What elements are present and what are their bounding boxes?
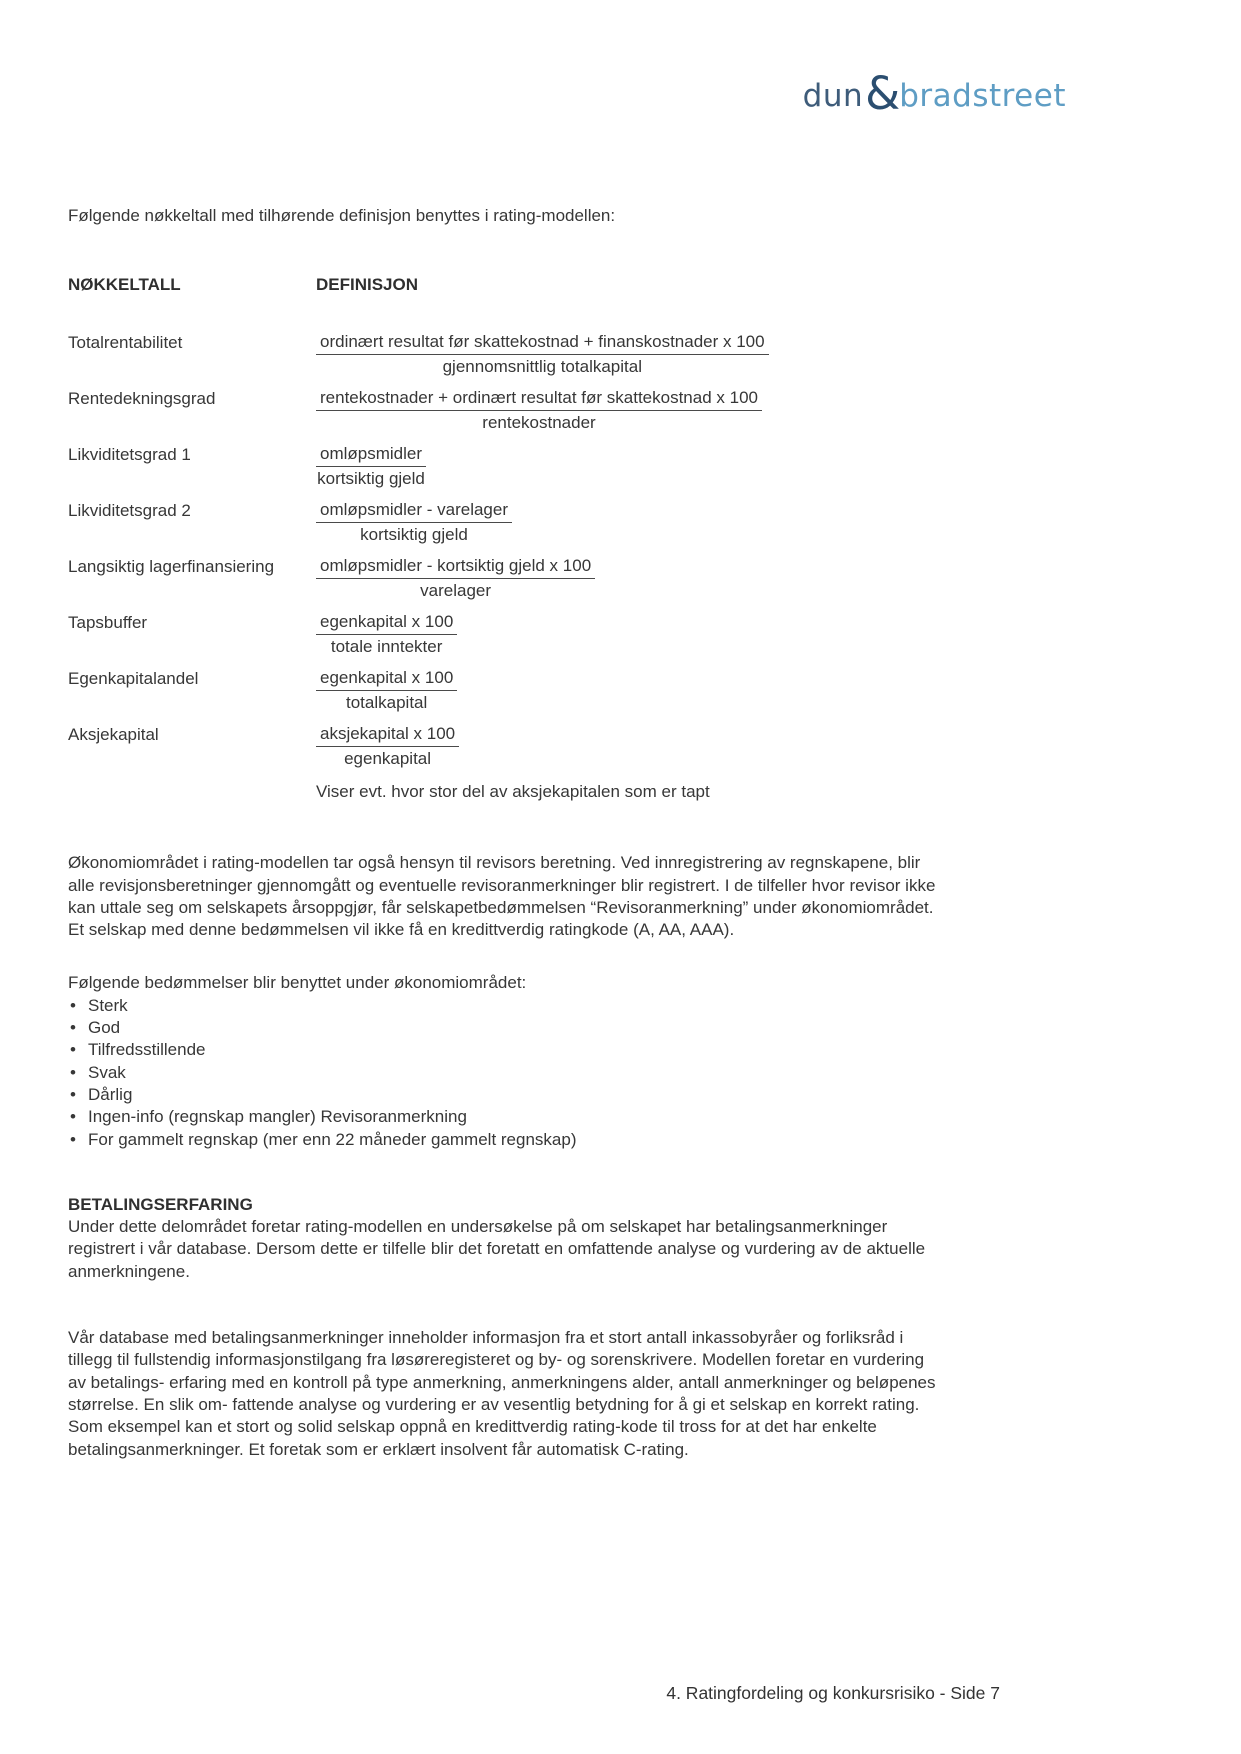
fraction xyxy=(316,555,595,601)
fraction-denominator: egenkapital xyxy=(344,749,432,769)
logo-ampersand-icon: & xyxy=(865,67,901,120)
list-item: • Sterk xyxy=(68,995,946,1017)
key-figure-label: Totalrentabilitet xyxy=(68,333,183,353)
fraction xyxy=(316,667,457,713)
definition-cell xyxy=(316,443,946,489)
footer-text: 4. Ratingfordeling og konkursrisiko - Side 7 xyxy=(666,1683,1000,1703)
fraction-numerator: rentekostnader + ordinært resultat før skattekostnad x 100 xyxy=(316,387,762,411)
fraction xyxy=(316,723,459,769)
fraction-denominator: varelager xyxy=(420,581,492,601)
document-body xyxy=(68,205,946,1461)
key-figure-label: Likviditetsgrad 2 xyxy=(68,501,191,521)
key-figure-label: Aksjekapital xyxy=(68,725,159,745)
fraction xyxy=(316,499,512,545)
table-row xyxy=(68,611,946,657)
fraction-numerator: omløpsmidler xyxy=(316,443,426,467)
page-footer xyxy=(68,1683,1000,1704)
logo-text-dun: dun xyxy=(802,78,864,114)
fraction xyxy=(316,611,457,657)
fraction-denominator: rentekostnader xyxy=(482,413,596,433)
list-item: • Dårlig xyxy=(68,1084,946,1106)
definition-cell xyxy=(316,611,946,657)
assessment-list-intro: Følgende bedømmelser blir benyttet under økonomiområdet: xyxy=(68,973,527,993)
fraction-denominator: kortsiktig gjeld xyxy=(360,525,468,545)
fraction-numerator: egenkapital x 100 xyxy=(316,611,457,635)
definition-cell xyxy=(316,331,946,377)
column-header-nokkeltall: NØKKELTALL xyxy=(68,275,181,295)
definition-cell xyxy=(316,723,946,769)
dun-bradstreet-logo xyxy=(802,67,1066,120)
list-item: • Ingen-info (regnskap mangler) Revisoranmerkning xyxy=(68,1106,946,1128)
payment-paragraph-2: Vår database med betalingsanmerkninger inneholder informasjon fra et stort antall inkassobyråer og forliksråd i tillegg til fullstendig informasjonstilgang fra løsøreregisteret og by- og sorenskrivere. Modellen foretar en vurdering av betalings- erfaring med en kontroll på type anmerkning, anmerkningens alder, antall anmerkninger og beløpenes størrelse. En slik om- fattende analyse og vurdering er av vesentlig betydning for å gi et selskap en korrekt rating. Som eksempel kan et stort og solid selskap oppnå en kredittverdig rating-kode til tross for at det har enkelte betalingsanmerkninger. Et foretak som er erklært insolvent får automatisk C-rating. xyxy=(68,1328,936,1459)
fraction xyxy=(316,331,769,377)
fraction-denominator: totalkapital xyxy=(346,693,428,713)
table-row xyxy=(68,499,946,545)
fraction-numerator: aksjekapital x 100 xyxy=(316,723,459,747)
list-item: • God xyxy=(68,1017,946,1039)
section-heading-betalingserfaring: BETALINGSERFARING xyxy=(68,1194,253,1214)
definition-cell xyxy=(316,499,946,545)
table-note-row xyxy=(68,781,946,802)
fraction xyxy=(316,443,426,489)
fraction-denominator: gjennomsnittlig totalkapital xyxy=(442,357,642,377)
list-item: • Svak xyxy=(68,1062,946,1084)
table-row xyxy=(68,387,946,433)
table-row xyxy=(68,555,946,601)
definition-cell xyxy=(316,387,946,433)
logo-text-bradstreet: bradstreet xyxy=(899,78,1066,114)
intro-text: Følgende nøkkeltall med tilhørende definisjon benyttes i rating-modellen: xyxy=(68,206,616,225)
fraction-numerator: omløpsmidler - kortsiktig gjeld x 100 xyxy=(316,555,595,579)
table-row xyxy=(68,443,946,489)
fraction-numerator: ordinært resultat før skattekostnad + finanskostnader x 100 xyxy=(316,331,769,355)
key-figure-label: Egenkapitalandel xyxy=(68,669,199,689)
key-figure-label: Likviditetsgrad 1 xyxy=(68,445,191,465)
aksjekapital-note: Viser evt. hvor stor del av aksjekapitalen som er tapt xyxy=(316,782,710,802)
table-row xyxy=(68,331,946,377)
definition-cell xyxy=(316,667,946,713)
key-figures-table xyxy=(68,275,946,802)
fraction-denominator: kortsiktig gjeld xyxy=(317,469,425,489)
key-figure-label: Langsiktig lagerfinansiering xyxy=(68,557,275,577)
key-figure-label: Rentedekningsgrad xyxy=(68,389,216,409)
column-header-definisjon: DEFINISJON xyxy=(316,275,419,295)
fraction-denominator: totale inntekter xyxy=(330,637,443,657)
fraction-numerator: omløpsmidler - varelager xyxy=(316,499,512,523)
table-header-row xyxy=(68,275,946,295)
list-item: • For gammelt regnskap (mer enn 22 måneder gammelt regnskap) xyxy=(68,1129,946,1151)
table-row xyxy=(68,667,946,713)
table-row xyxy=(68,723,946,769)
assessment-list xyxy=(68,995,946,1151)
fraction xyxy=(316,387,762,433)
key-figure-label: Tapsbuffer xyxy=(68,613,148,633)
fraction-numerator: egenkapital x 100 xyxy=(316,667,457,691)
definition-cell xyxy=(316,555,946,601)
list-item: • Tilfredsstillende xyxy=(68,1039,946,1061)
payment-paragraph-1: Under dette delområdet foretar rating-modellen en undersøkelse på om selskapet har betalingsanmerkninger registrert i vår database. Dersom dette er tilfelle blir det foretatt en omfattende analyse og vurdering av de aktuelle anmerkningene. xyxy=(68,1217,926,1281)
economy-paragraph: Økonomiområdet i rating-modellen tar også hensyn til revisors beretning. Ved innregistrering av regnskapene, blir alle revisjonsberetninger gjennomgått og eventuelle revisoranmerkninger blir registrert. I de tilfeller hvor revisor ikke kan uttale seg om selskapets årsoppgjør, får selskapetbedømmelsen “Revisoranmerkning” under økonomiområdet. Et selskap med denne bedømmelsen vil ikke få en kredittverdig ratingkode (A, AA, AAA). xyxy=(68,853,936,940)
